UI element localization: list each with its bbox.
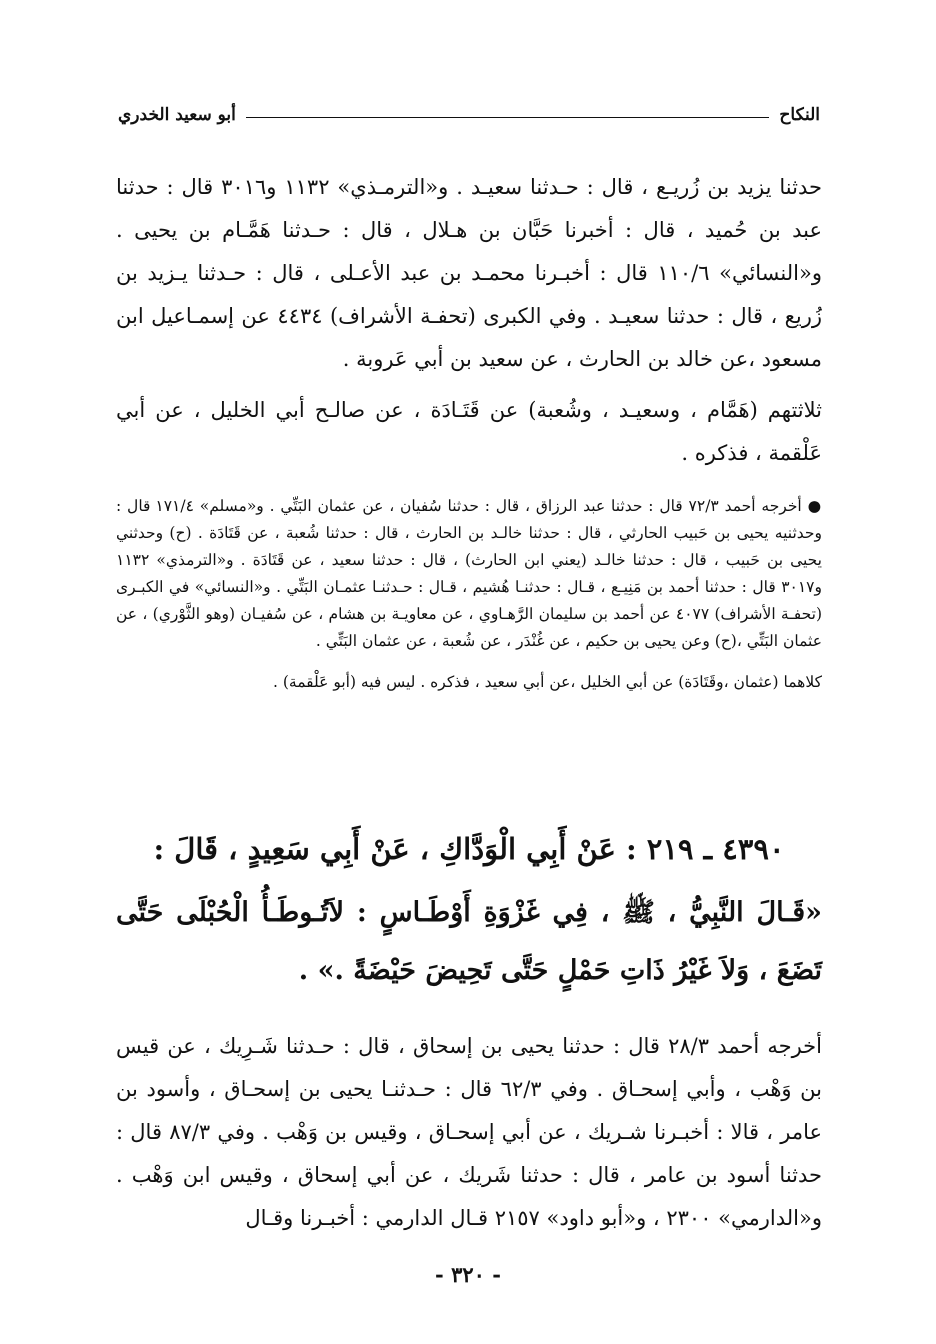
top-paragraph-1: حدثنا يزيد بن زُريـع ، قال : حـدثنا سعيـد . و«الترمـذي» ١١٣٢ و٣٠١٦ قال : حدثنا عبد بن حُميد ، قال : أخبرنا حَبَّان بن هـلال ، قال : حـدثنا هَمَّـام بن يحيى . و«النسائي» ١١٠/٦ قال : أخبـرنا محمـد بن عبد الأعـلى ، قال : حـدثنا يـزيد بن زُريع ، قال : حدثنا سعيـد . وفي الكبرى (تحفـة الأشراف) ٤٤٣٤ عن إسمـاعيل ابن مسعود ،عن خالد بن الحارث ، عن سعيد بن أبي عَروبة . bbox=[116, 175, 822, 371]
hadith-text: «قَـالَ النَّبِيُّ ، ﷺ ، فِي غَزْوَةِ أَوْطَـاسٍ : لاَتُـوطَـأُ الْحُبْلَى حَتَّى تَضَعَ ، وَلاَ غَيْرُ ذَاتِ حَمْلٍ حَتَّى تَحِيضَ حَيْضَةً .» . bbox=[116, 897, 822, 986]
top-text-block bbox=[116, 166, 822, 483]
top-paragraph-2: ثلاثتهم (هَمَّام ، وسعيـد ، وشُعبة) عن قَتَـادَة ، عن صالـح أبي الخليل ، عن أبي عَلْقمة ، فذكره . bbox=[116, 398, 822, 465]
bottom-paragraph-1: أخرجه أحمد ٢٨/٣ قال : حدثنا يحيى بن إسحاق ، قال : حـدثنا شَـرِيك ، عن قيس بن وَهْب ، وأبي إسحـاق . وفي ٦٢/٣ قال : حـدثنـا يحيى بن إسحـاق ، وأسود بن عامر ، قالا : أخبـرنا شـريك ، عن أبي إسحـاق ، وقيس بن وَهْب . وفي ٨٧/٣ قال : حدثنا أسود بن عامر ، قال : حدثنا شَريك ، عن أبي إسحاق ، وقيس ابن وَهْب . و«الدارمي» ٢٣٠٠ ، و«أبو داود» ٢١٥٧ قـال الدارمي : أخبـرنا وقـال bbox=[116, 1034, 822, 1230]
running-header bbox=[118, 100, 820, 130]
footnote-block bbox=[116, 493, 822, 710]
footnote-paragraph-2: كلاهما (عثمان ،وقَتَادَة) عن أبي الخليل ،عن أبي سعيد ، فذكره . ليس فيه (أبو عَلْقمة) . bbox=[273, 673, 822, 691]
footnote-paragraph-1: ● أخرجه أحمد ٧٢/٣ قال : حدثنا عبد الرزاق ، قال : حدثنا سُفيان ، عن عثمان البَتِّي . و«مسلم» ١٧١/٤ قال : وحدثنيه يحيى بن حَبيب الحارثي ، قال : حدثنا خالـد بن الحارث ، قال : حدثنا شُعبة ، عن قَتَادَة . (ح) وحدثني يحيى بن حَبيب ، قال : حدثنا خالـد (يعني ابن الحارث) ، قال : حدثنا سعيد ، عن قَتَادَة . و«الترمذي» ١١٣٢ و٣٠١٧ قال : حدثنا أحمد بن مَنِيـع ، قـال : حدثنـا هُشيم ، قـال : حـدثنـا عثمـان البَتِّي . و«النسائي» في الكبـرى (تحفـة الأشراف) ٤٠٧٧ عن أحمد بن سليمان الرَّهـاوي ، عن معاويـة بن هشام ، عن سُفيـان (وهو الثَّوْري) ، عن عثمان البَتِّي ،(ح) وعن يحيى بن حكيم ، عن غُنْدَر ، عن شُعبة ، عن عثمان البَتِّي . bbox=[116, 497, 822, 650]
hadith-block bbox=[116, 820, 822, 1000]
header-chapter-title: النكاح bbox=[779, 105, 820, 125]
bottom-text-block bbox=[116, 1025, 822, 1248]
hadith-title: ٤٣٩٠ ـ ٢١٩ : عَنْ أَبِي الْوَدَّاكِ ، عَنْ أَبِي سَعِيدٍ ، قَالَ : bbox=[153, 832, 785, 866]
page-number: - ٣٢٠ - bbox=[435, 1262, 501, 1287]
header-rule bbox=[246, 117, 770, 118]
header-section-title: أبو سعيد الخدري bbox=[118, 105, 236, 125]
